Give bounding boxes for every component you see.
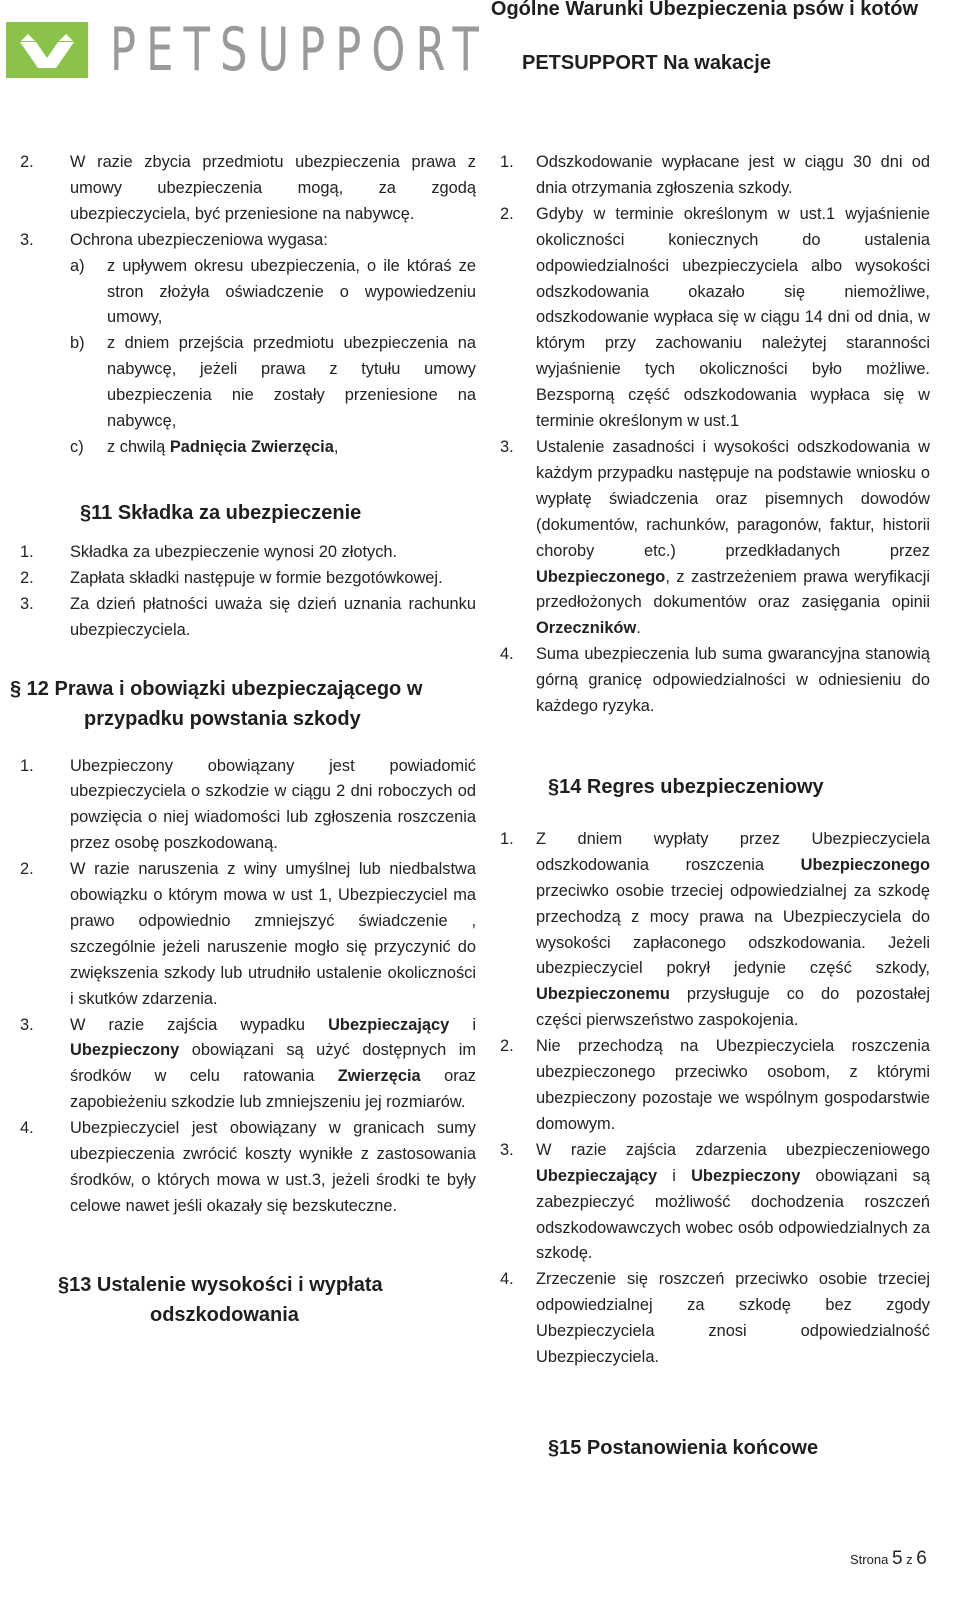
brand-wordmark: PETSUPPORT bbox=[110, 15, 489, 85]
document-title: Ogólne Warunki Ubezpieczenia psów i kotów bbox=[490, 0, 918, 20]
document-subtitle: PETSUPPORT Na wakacje bbox=[522, 52, 771, 74]
section-13-heading-line2: odszkodowania bbox=[150, 1303, 299, 1326]
list-item: 3. W razie zajścia wypadku Ubezpieczający i Ubezpieczony obowiązani są użyć dostępnych im środków w celu ratowania Zwierzęcia oraz zapobieżeniu szkodzie lub zmniejszeniu jej rozmiarów. bbox=[20, 1015, 476, 1112]
right-column bbox=[500, 150, 930, 1463]
left-column bbox=[10, 150, 476, 1330]
section-12-heading-line1: § 12 Prawa i obowiązki ubezpieczającego w bbox=[10, 677, 423, 700]
section-11-heading: §11 Składka za ubezpieczenie bbox=[80, 501, 362, 524]
section-12-heading-line2: przypadku powstania szkody bbox=[84, 707, 361, 730]
section-13-heading-line1: §13 Ustalenie wysokości i wypłata bbox=[58, 1273, 383, 1296]
list-item: 3. Ustalenie zasadności i wysokości odszkodowania w każdym przypadku następuje na podstawie wniosku o wypłatę świadczenia oraz pisemnych dowodów (dokumentów, rachunków, paragonów, faktur, historii choroby etc.) przedkładanych przez Ubezpieczonego, z zastrzeżeniem prawa weryfikacji przedłożonych dokumentów oraz zasięgania opinii Orzeczników. bbox=[500, 437, 930, 638]
list-item: 2. W razie naruszenia z winy umyślnej lub niedbalstwa obowiązku o którym mowa w ust 1, Ubezpieczyciel ma prawo odpowiednio zmniejszyć świadczenie , szczególnie jeżeli naruszenie mogło się przyczynić do zwiększenia szkody lub utrudniło ustalenie okoliczności i skutków zdarzenia. bbox=[20, 860, 476, 1008]
list-item: 2. W razie zbycia przedmiotu ubezpieczenia prawa z umowy ubezpieczenia mogą, za zgodą ubezpieczyciela, być przeniesione na nabywcę. bbox=[20, 153, 476, 223]
list-item: 2. Gdyby w terminie określonym w ust.1 wyjaśnienie okoliczności koniecznych do ustalenia odpowiedzialności ubezpieczyciela albo wysokości odszkodowania okazało się niemożliwe, odszkodowanie wypłaca się w ciągu 14 dni od dnia, w którym przy zachowaniu należytej staranności wyjaśnienie tych okoliczności było możliwe. Bezsporną część odszkodowania wypłaca się w terminie określonym w ust.1 bbox=[500, 204, 930, 431]
list-item: 3. Za dzień płatności uważa się dzień uznania rachunku ubezpieczyciela. bbox=[20, 594, 476, 639]
list-item: 4. Zrzeczenie się roszczeń przeciwko osobie trzeciej odpowiedzialnej za szkodę bez zgody Ubezpieczyciela znosi odpowiedzialność Ubezpieczyciela. bbox=[500, 1270, 930, 1367]
list-item: 4. Suma ubezpieczenia lub suma gwarancyjna stanowią górną granicę odpowiedzialności w odniesieniu do każdego ryzyka. bbox=[500, 645, 930, 716]
list-item: 2. Zapłata składki następuje w formie bezgotówkowej. bbox=[20, 568, 443, 587]
paw-logo-icon bbox=[6, 22, 88, 78]
list-item: 4. Ubezpieczyciel jest obowiązany w granicach sumy ubezpieczenia zwrócić koszty wynikłe z zastosowania środków, o których mowa w ust.3, jeżeli środki te były celowe nawet jeśli okazały się bezskuteczne. bbox=[20, 1119, 476, 1215]
section-14-heading: §14 Regres ubezpieczeniowy bbox=[548, 775, 824, 798]
section-15-heading: §15 Postanowienia końcowe bbox=[548, 1436, 819, 1459]
list-item: 3. Ochrona ubezpieczeniowa wygasa: bbox=[20, 230, 328, 249]
list-item: 3. W razie zajścia zdarzenia ubezpieczeniowego Ubezpieczający i Ubezpieczony obowiązani są zabezpieczyć możliwość dochodzenia roszczeń odszkodowawczych wobec osób odpowiedzialnych za szkodę. bbox=[500, 1140, 930, 1263]
petsupport-logo bbox=[6, 22, 88, 78]
page-header bbox=[0, 0, 960, 110]
sub-list-item: b) z dniem przejścia przedmiotu ubezpieczenia na nabywcę, jeżeli prawa z tytułu umowy ubezpieczenia nie zostały przeniesione na nabywcę, bbox=[70, 334, 476, 431]
sub-list-item: a) z upływem okresu ubezpieczenia, o ile któraś ze stron złożyła oświadczenie o wypowiedzeniu umowy, bbox=[70, 256, 476, 327]
list-item: 2. Nie przechodzą na Ubezpieczyciela roszczenia ubezpieczonego przeciwko osobom, z którymi ubezpieczony pozostaje we wspólnym gospodarstwie domowym. bbox=[500, 1037, 930, 1133]
page-number: Strona 5 z 6 bbox=[850, 1548, 927, 1569]
list-item: 1. Ubezpieczony obowiązany jest powiadomić ubezpieczyciela o szkodzie w ciągu 2 dni roboczych od powzięcia o niej wiadomości lub zgłoszenia roszczenia przez osobę poszkodowaną. bbox=[20, 756, 476, 853]
list-item: 1. Składka za ubezpieczenie wynosi 20 złotych. bbox=[20, 542, 398, 561]
list-item: 1. Z dniem wypłaty przez Ubezpieczyciela odszkodowania roszczenia Ubezpieczonego przeciwko osobie trzeciej odpowiedzialnej za szkodę przechodzą z mocy prawa na Ubezpieczyciela do wysokości zapłaconego odszkodowania. Jeżeli ubezpieczyciel pokrył jedynie część szkody, Ubezpieczonemu przysługuje co do pozostałej części pierwszeństwo zaspokojenia. bbox=[500, 829, 930, 1030]
sub-list-item: c) z chwilą Padnięcia Zwierzęcia, bbox=[70, 437, 339, 456]
list-item: 1. Odszkodowanie wypłacane jest w ciągu 30 dni od dnia otrzymania zgłoszenia szkody. bbox=[500, 153, 930, 197]
